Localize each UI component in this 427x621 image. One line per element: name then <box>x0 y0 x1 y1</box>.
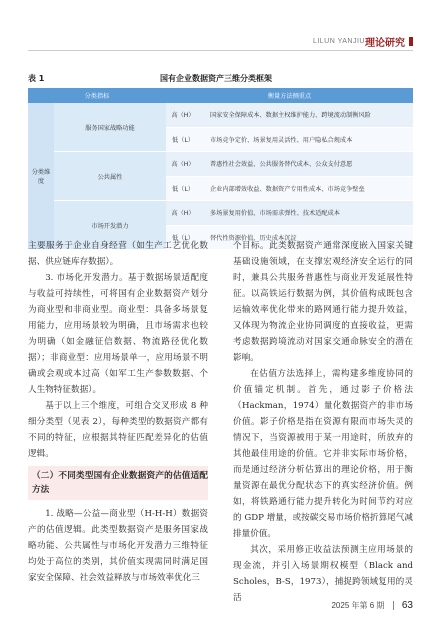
header-section-en: LILUN YANJIU <box>312 38 365 45</box>
table-row <box>28 201 413 226</box>
table-row <box>28 103 413 127</box>
table-desc-cell: 企业内部增效收益、数据资产专用性成本、市场竞争壁垒 <box>200 176 413 201</box>
table-level-cell: 高（H） <box>166 201 200 226</box>
table-category-cell: 市场开发潜力 <box>54 201 166 250</box>
table-level-cell: 高（H） <box>166 152 200 177</box>
table-desc-cell: 普惠性社会效益、公共服务替代成本、公众支付意愿 <box>200 152 413 177</box>
table-level-cell: 高（H） <box>166 103 200 127</box>
table-desc-cell: 替代性资源价值、历史成本沉淀 <box>200 225 413 250</box>
right-text-column <box>233 238 413 606</box>
table-desc-cell: 多场景复用价值、市场需求弹性、技术适配成本 <box>200 201 413 226</box>
body-paragraph: 在估值方法选择上，需构建多维度协同的价值锚定机制。首先，通过影子价格法（Hackman，1974）量化数据资产的非市场价值。影子价格是指在资源有限而市场失灵的情况下，当资源被用于某一用途时，所放弃的其他最佳用途的价值。它并非实际市场价格，而是通过经济分析估算出的理论价格，用于衡量资源在最优分配状态下的真实经济价值。例如，将铁路通行能力提升转化为时间节约对应的 GDP 增量，或按碳交易市场价格折算尾气减排量价值。 <box>233 369 413 539</box>
page-header <box>0 0 427 52</box>
left-text-column <box>28 238 208 586</box>
table-level-cell: 低（L） <box>166 225 200 250</box>
table-desc-cell: 国家安全保障成本、数据主权维护能力、跨境流动制衡风险 <box>200 103 413 127</box>
table-level-cell: 低（L） <box>166 176 200 201</box>
table-title: 国有企业数据资产三维分类框架 <box>160 74 272 83</box>
classification-table <box>28 88 413 250</box>
table-desc-cell: 市场竞争定价、场景复用灵活性、用户隐私合规成本 <box>200 127 413 152</box>
body-paragraph: 1. 战略—公益—商业型（H-H-H）数据资产的估值逻辑。此类型数据资产是服务国家战略功能、公共属性与市场化开发潜力三维特征均处于高位的类别，其价值实现需同时满足国家安全保障、社会效益释放与市场效率优化三 <box>28 509 208 583</box>
table-dimension-cell: 分类维度 <box>28 103 54 250</box>
body-paragraph: 个目标。此类数据资产通常深度嵌入国家关键基础设施领域，在支撑宏观经济安全运行的同时，兼具公共服务普惠性与商业开发延展性特征。以高铁运行数据为例，其价值构成既包含运输效率优化带来的路网通行能力提升效益，又体现为物流企业协同调度的直接收益，更需考虑数据跨境流动对国家交通命脉安全的潜在影响。 <box>233 241 413 363</box>
header-divider <box>28 50 413 51</box>
table-header-indicator: 分类指标 <box>28 88 166 103</box>
table-category-cell: 公共属性 <box>54 152 166 201</box>
header-accent-bar <box>409 37 413 46</box>
table-label: 表 1 <box>28 74 45 83</box>
table-row <box>28 152 413 177</box>
body-paragraph: 3. 市场化开发潜力。基于数据场景适配度与收益可持续性，可将国有企业数据资产划分为商业型和非商业型。商业型：具备多场景复用能力，应用场景较为明确，且市场需求也较为明确（如金融征信数据、物流路径优化数据）；非商业型：应用场景单一，应用场景不明确或会观或本过高（如军工生产参数数据、个人生物特征数据）。 <box>28 273 208 395</box>
body-paragraph: 其次，采用修正收益法预测主应用场景的现金流，并引入场景期权模型（Black and Scholes，B-S，1973），捕捉跨领域复用的灵活 <box>233 545 413 603</box>
table-header-row <box>28 88 413 103</box>
table-level-cell: 低（L） <box>166 127 200 152</box>
section-subheading: （二）不同类型国有企业数据资产的估值适配方法 <box>28 466 208 500</box>
table-category-cell: 服务国家战略功能 <box>54 103 166 152</box>
body-paragraph: 基于以上三个维度，可组合交叉形成 8 种细分类型（见表 2），每种类型的数据资产都有不同的特征，应根据其特征匹配差异化的估值逻辑。 <box>28 401 208 459</box>
body-paragraph: 主要服务于企业自身经营（如生产工艺优化数据、供应链库存数据）。 <box>28 241 208 267</box>
issue-label: 2025 年第 6 期 <box>331 601 385 610</box>
table-header-focus: 衡量方法侧重点 <box>166 88 413 103</box>
page-number: 63 <box>401 600 413 611</box>
header-section-cn: 理论研究 <box>365 38 405 49</box>
page-footer <box>331 600 413 611</box>
footer-separator <box>393 601 394 610</box>
